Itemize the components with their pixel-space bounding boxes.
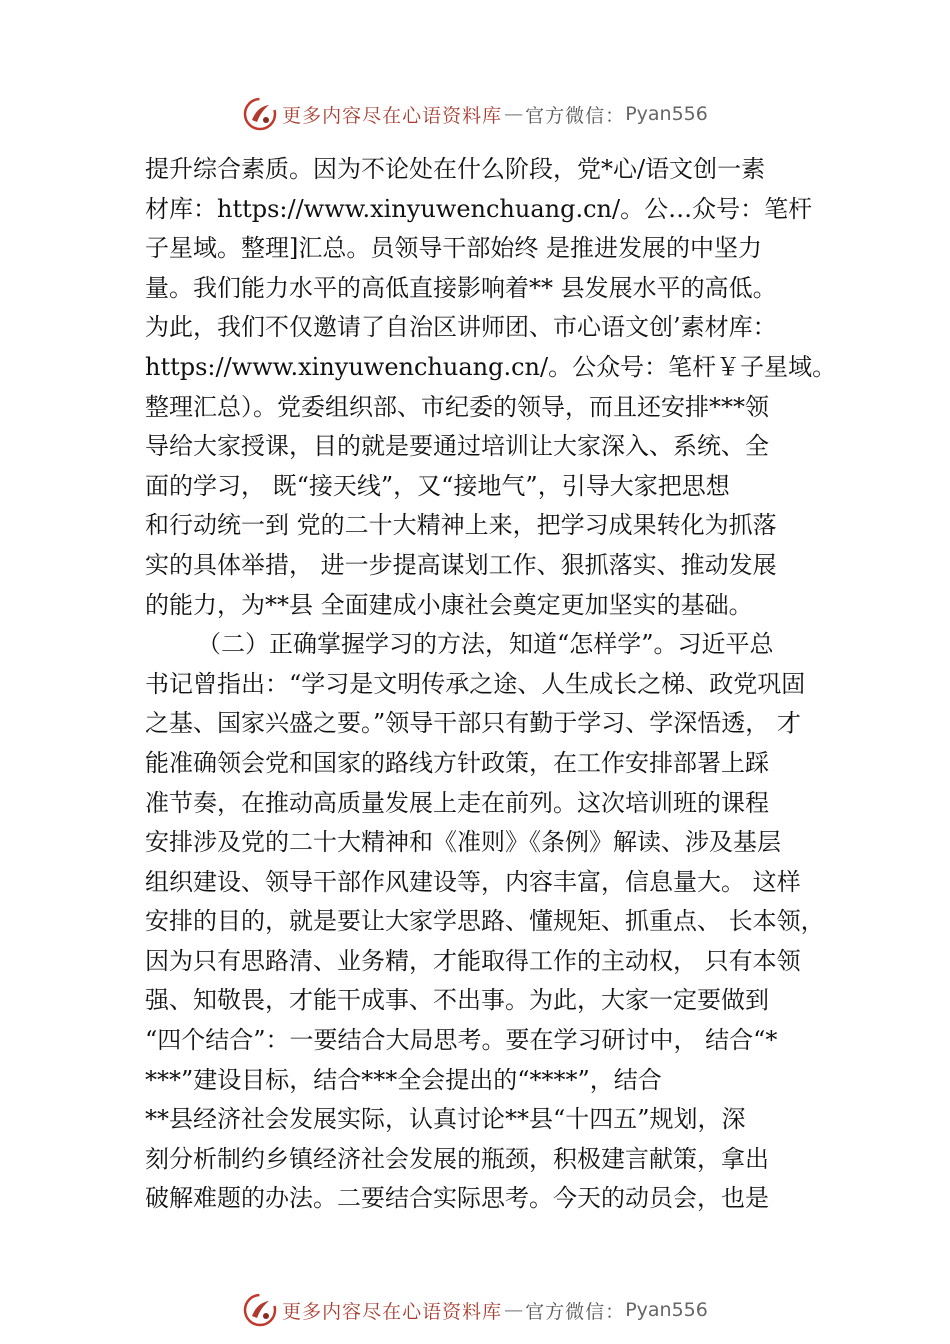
text-line: 之基、国家兴盛之要。”领导干部只有勤于学习、学深悟透， 才 (145, 709, 801, 738)
section-heading-line: （二）正确掌握学习的方法，知道“怎样学”。习近平总 (197, 630, 774, 659)
banner-wechat-id: Pyan556 (625, 1299, 708, 1321)
footer-watermark-banner (0, 1290, 950, 1330)
text-line: 量。我们能力水平的高低直接影响着** 县发展水平的高低。 (145, 273, 777, 302)
text-line: 因为只有思路清、业务精，才能取得工作的主动权， 只有本领 (145, 946, 801, 975)
banner-wechat-label: 官方微信： (525, 1300, 626, 1323)
text-line: https://www.xinyuwenchuang.cn/。公众号：笔杆￥子星域。 (145, 352, 837, 381)
brush-seal-icon (242, 96, 278, 132)
text-line: **县经济社会发展实际，认真讨论**县“十四五”规划，深 (145, 1105, 746, 1134)
text-line: 书记曾指出：“学习是文明传承之途、人生成长之梯、政党巩固 (145, 669, 806, 698)
document-body (145, 150, 835, 1219)
header-watermark-banner (0, 94, 950, 134)
text-line: 能准确领会党和国家的路线方针政策，在工作安排部署上踩 (145, 748, 769, 777)
text-line: 组织建设、领导干部作风建设等，内容丰富，信息量大。 这样 (145, 867, 801, 896)
text-line: 整理汇总）。党委组织部、市纪委的领导，而且还安排***领 (145, 392, 769, 421)
text-line: 提升综合素质。因为不论处在什么阶段，党*心/语文创一素 (145, 155, 766, 183)
text-line: 面的学习， 既“接天线”，又“接地气”，引导大家把思想 (145, 471, 730, 500)
text-line: 准节奏，在推动高质量发展上走在前列。这次培训班的课程 (145, 788, 769, 817)
text-line: 破解难题的办法。二要结合实际思考。今天的动员会，也是 (145, 1184, 769, 1213)
banner-title: 更多内容尽在心语资料库 (282, 104, 503, 127)
text-line: 实的具体举措， 进一步提高谋划工作、狠抓落实、推动发展 (145, 550, 777, 579)
text-line: 子星域。整理]汇总。员领导干部始终 是推进发展的中坚力 (145, 234, 762, 263)
text-line: 刻分析制约乡镇经济社会发展的瓶颈，积极建言献策，拿出 (145, 1144, 769, 1173)
banner-wechat-label: 官方微信： (525, 104, 626, 127)
text-line: 为此，我们不仅邀请了自治区讲师团、市心语文创’素材库： (145, 313, 777, 342)
text-line: 导给大家授课，目的就是要通过培训让大家深入、系统、全 (145, 432, 769, 461)
text-line: 安排涉及党的二十大精神和《准则》《条例》解读、涉及基层 (145, 828, 781, 857)
banner-separator: — (504, 103, 524, 125)
banner-separator: — (504, 1299, 524, 1321)
banner-title: 更多内容尽在心语资料库 (282, 1300, 503, 1323)
text-line: 材库：https://www.xinyuwenchuang.cn/。公…众号：笔杆 (145, 194, 813, 223)
text-line: 的能力，为**县 全面建成小康社会奠定更加坚实的基础。 (145, 590, 753, 619)
brush-seal-icon (242, 1292, 278, 1328)
text-line: “四个结合”：一要结合大局思考。要在学习研讨中， 结合“* (145, 1026, 778, 1055)
text-line: 和行动统一到 党的二十大精神上来，把学习成果转化为抓落 (145, 511, 777, 540)
text-line: 强、知敬畏，才能干成事、不出事。为此，大家一定要做到 (145, 986, 769, 1015)
text-line: 安排的目的，就是要让大家学思路、懂规矩、抓重点、 长本领， (145, 907, 825, 936)
banner-wechat-id: Pyan556 (625, 103, 708, 125)
text-line: ***”建设目标，结合***全会提出的“****”，结合 (145, 1065, 662, 1094)
